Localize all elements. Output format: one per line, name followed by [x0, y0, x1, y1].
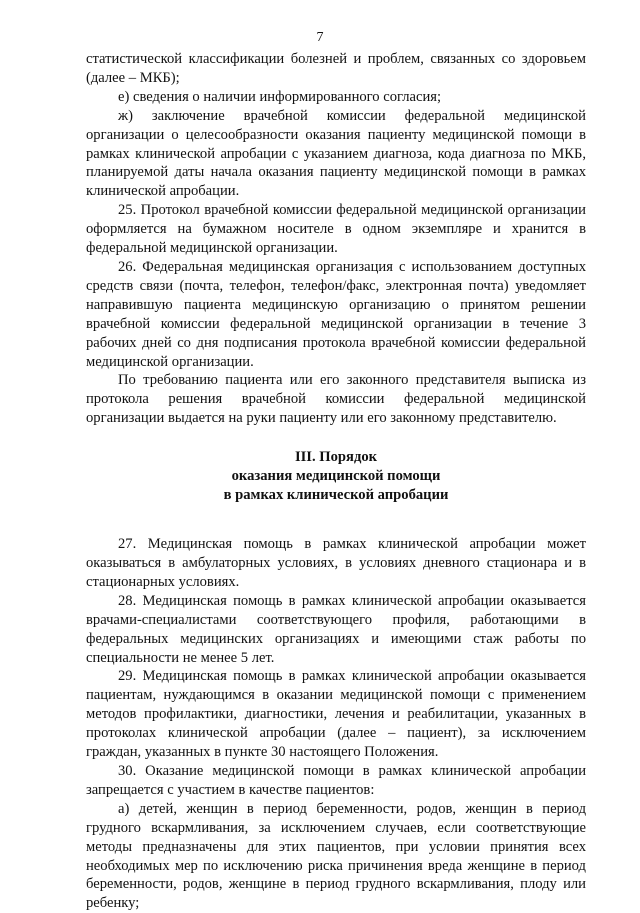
document-body — [86, 50, 586, 913]
section-heading-line-3: в рамках клинической апробации — [223, 487, 449, 504]
page-number: 7 — [316, 30, 324, 45]
section-heading-line-1: III. Порядок — [294, 449, 378, 466]
section-heading-line-2: оказания медицинской помощи — [231, 468, 441, 485]
paragraph-29: 29. Медицинская помощь в рамках клинической апробации оказывается пациентам, нуждающимся в оказании медицинской помощи с применением методов профилактики, диагностики, лечения и реабилитации, указанных в протоколах клинической апробации (далее – пациент), за исключением граждан, указанных в пункте 30 настоящего Положения. — [86, 668, 586, 761]
paragraph-27: 27. Медицинская помощь в рамках клинической апробации может оказываться в амбулаторных условиях, в условиях дневного стационара и в стационарных условиях. — [86, 536, 586, 590]
section-heading — [86, 448, 586, 505]
paragraph-extract-request: По требованию пациента или его законного представителя выписка из протокола решения врачебной комиссии федеральной медицинской организации выдается на руки пациенту или его законному представителю. — [86, 372, 586, 427]
paragraph-30-item-a: а) детей, женщин в период беременности, родов, женщин в период грудного вскармливания, за исключением случаев, если соответствующие методы предназначены для этих пациентов, при условии принятия всех необходимых мер по исключению риска причинения вреда женщине в период беременности, родов, женщине в период грудного вскармливания, плоду или ребенку; — [86, 800, 586, 912]
paragraph-item-zh: ж) заключение врачебной комиссии федеральной медицинской организации о целесообразности оказания пациенту медицинской помощи в рамках клинической апробации с указанием диагноза, кода диагноза по МКБ, планируемой даты начала оказания пациенту медицинской помощи в рамках клинической апробации. — [86, 107, 586, 200]
paragraph-28: 28. Медицинская помощь в рамках клинической апробации оказывается врачами-специалистами соответствующего профиля, работающими в федеральных медицинских организациях и имеющими стаж работы по специальности не менее 5 лет. — [86, 592, 586, 666]
paragraph-item-e: е) сведения о наличии информированного согласия; — [118, 88, 442, 105]
paragraph-mkb-continuation: статистической классификации болезней и проблем, связанных со здоровьем (далее – МКБ); — [86, 51, 586, 86]
paragraph-30: 30. Оказание медицинской помощи в рамках клинической апробации запрещается с участием в качестве пациентов: — [86, 763, 586, 798]
paragraph-26: 26. Федеральная медицинская организация с использованием доступных средств связи (почта, телефон, телефон/факс, электронная почта) уведомляет направившую пациента медицинскую организацию о принятом решении врачебной комиссии федеральной медицинской организации в течение 3 рабочих дней со дня подписания протокола врачебной комиссии федеральной медицинской организации. — [86, 258, 586, 370]
paragraph-25: 25. Протокол врачебной комиссии федеральной медицинской организации оформляется на бумажном носителе в одном экземпляре и хранится в федеральной медицинской организации. — [86, 202, 586, 257]
